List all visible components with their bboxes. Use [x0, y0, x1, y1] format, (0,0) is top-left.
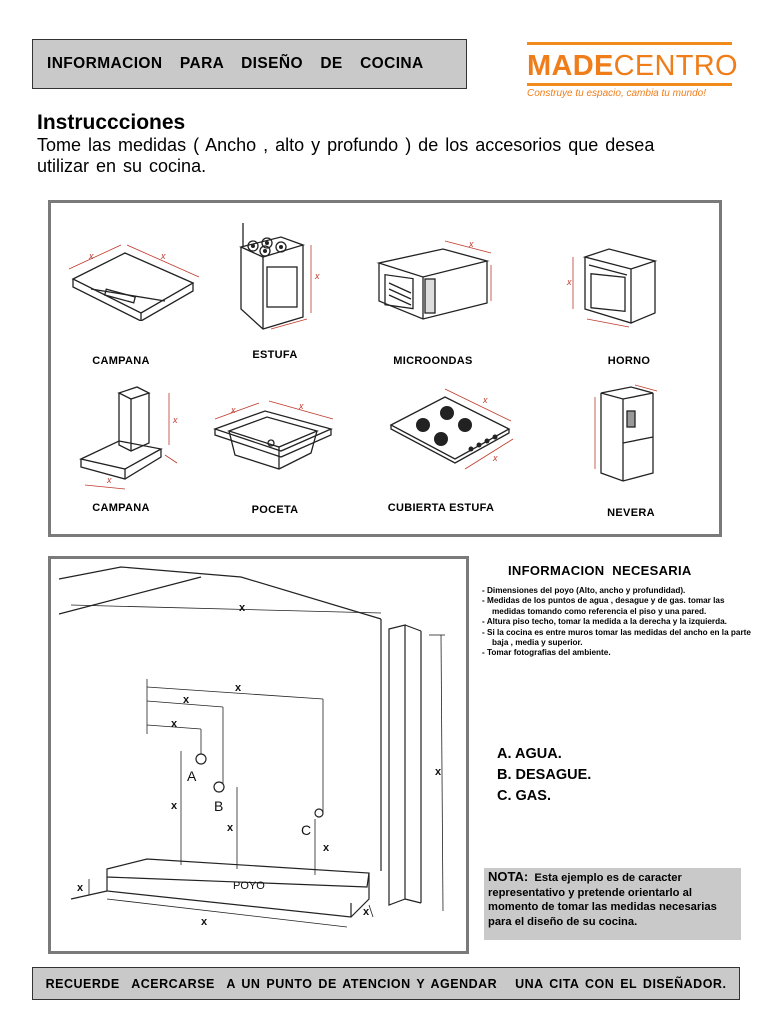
microwave-illustration [373, 237, 493, 327]
accessory-label-nevera: NEVERA [607, 507, 655, 519]
legend-item-agua [497, 744, 591, 765]
logo-tagline: Construye tu espacio, cambia tu mundo! [527, 88, 706, 99]
legend-item-desague [497, 765, 591, 786]
dim-x-label: x [227, 822, 234, 834]
legend-label: GAS. [515, 788, 551, 804]
accessory-label-poceta: POCETA [251, 504, 299, 516]
dim-x-label: x [77, 882, 84, 894]
logo-top-bar [527, 42, 732, 45]
info-list [482, 586, 758, 659]
cooktop-illustration [385, 383, 515, 478]
info-title: INFORMACION NECESARIA [508, 563, 692, 578]
oven-illustration [565, 243, 675, 328]
sink-illustration [207, 395, 337, 485]
accessory-label-campana: CAMPANA [92, 355, 150, 367]
info-item: - Altura piso techo, tomar la medida a la derecha y la izquierda. [482, 617, 727, 627]
legend-item-gas [497, 786, 591, 807]
dim-x-label: x [161, 251, 166, 261]
range-hood-flat-illustration [65, 241, 205, 321]
footer-text: RECUERDE ACERCARSE A UN PUNTO DE ATENCION Y AGENDAR UNA CITA CON EL DISEÑADOR. [45, 976, 727, 991]
info-item: - Si la cocina es entre muros tomar las medidas del ancho en la parte baja , media y superior. [482, 627, 751, 648]
dim-x-label: x [323, 842, 330, 854]
legend-label: DESAGUE. [515, 767, 592, 783]
logo-bottom-bar [527, 83, 732, 86]
logo-word-regular: CENTRO [613, 50, 738, 82]
stove-illustration [231, 217, 331, 332]
accessory-label-horno: HORNO [607, 355, 651, 367]
instructions-text: Tome las medidas ( Ancho , alto y profundo ) de los accesorios que desea utilizar en su cocina. [37, 135, 655, 176]
note-text: Esta ejemplo es de caracter representativo y pretende orientarlo al momento de tomar las medidas necesarias para el diseño de su cocina. [488, 872, 717, 928]
dim-x-label: x [239, 602, 246, 614]
info-item: - Medidas de los puntos de agua , desague y de gas. tomar las medidas tomando como referencia el piso y una pared. [482, 596, 725, 616]
range-hood-chimney-illustration [65, 383, 195, 493]
point-label-a: A [187, 768, 197, 784]
logo-word-bold: MADE [527, 50, 614, 82]
dim-x-label: x [363, 906, 370, 918]
note-box [484, 868, 741, 940]
page-title-box [32, 39, 467, 89]
madecentro-logo [527, 42, 738, 108]
page-title: INFORMACION PARA DISEÑO DE COCINA [47, 55, 424, 72]
dim-x-label: x [173, 415, 178, 425]
accessory-label-campana-2: CAMPANA [92, 502, 150, 514]
point-label-b: B [214, 798, 224, 814]
dim-x-label: x [171, 718, 178, 730]
legend-letter: A. [497, 746, 512, 762]
dim-x-label: x [435, 766, 442, 778]
legend [497, 744, 591, 807]
dim-x-label: x [483, 395, 488, 405]
poyo-label: POYO [233, 880, 265, 892]
accessory-label-estufa: ESTUFA [252, 349, 298, 361]
dim-x-label: x [231, 405, 236, 415]
logo-wordmark [527, 49, 738, 83]
legend-label: AGUA. [515, 746, 562, 762]
dim-x-label: x [201, 916, 208, 928]
dim-x-label: x [183, 694, 190, 706]
refrigerator-illustration [591, 383, 671, 493]
point-label-c: C [301, 822, 312, 838]
dim-x-label: x [171, 800, 178, 812]
legend-letter: B. [497, 767, 512, 783]
dim-x-label: x [567, 277, 572, 287]
kitchen-layout-diagram [51, 559, 466, 951]
dim-x-label: x [493, 453, 498, 463]
dim-x-label: x [235, 682, 242, 694]
kitchen-layout-panel [48, 556, 469, 954]
note-label: NOTA: [488, 869, 529, 884]
accessories-panel [48, 200, 722, 537]
footer-banner [32, 967, 740, 1000]
info-item: - Dimensiones del poyo (Alto, ancho y profundidad). [482, 586, 686, 595]
info-item: - Tomar fotografias del ambiente. [482, 648, 611, 658]
legend-letter: C. [497, 788, 512, 804]
instructions-heading: Instruccciones [37, 111, 186, 134]
accessory-label-cubierta-estufa: CUBIERTA ESTUFA [387, 502, 495, 514]
dim-x-label: x [315, 271, 320, 281]
dim-x-label: x [469, 239, 474, 249]
dim-x-label: x [299, 401, 304, 411]
dim-x-label: x [89, 251, 94, 261]
dim-x-label: x [107, 475, 112, 485]
accessory-label-microondas: MICROONDAS [393, 355, 473, 367]
